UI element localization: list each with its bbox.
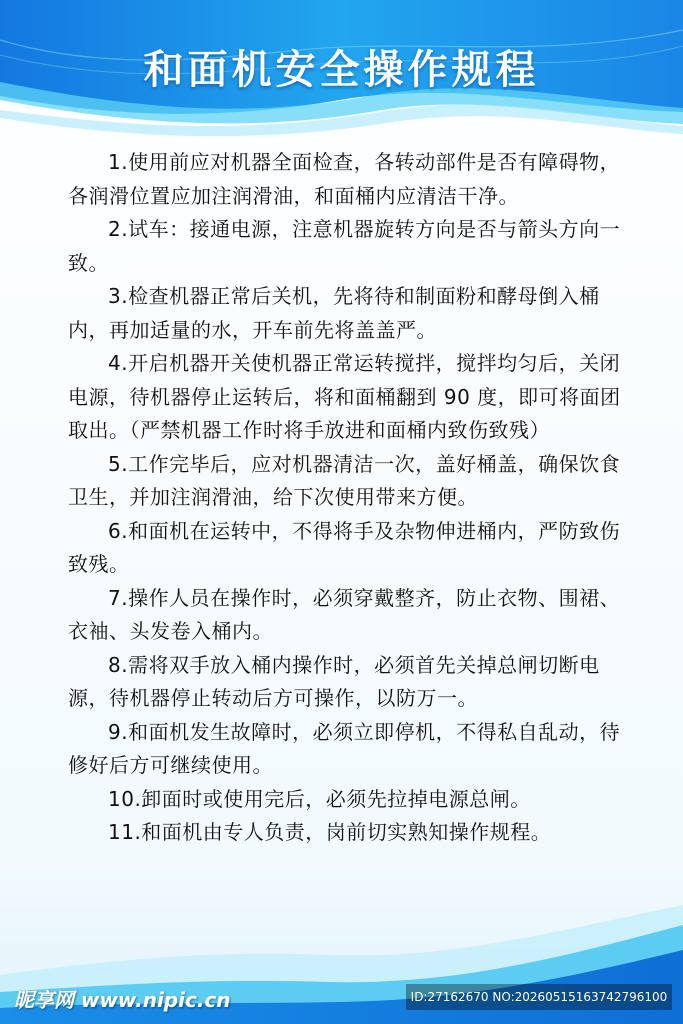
rule-item: 5.工作完毕后，应对机器清洁一次，盖好桶盖，确保饮食卫生，并加注润滑油，给下次使用带来方便。 — [68, 451, 621, 509]
image-id-watermark: ID:27162670 NO:20260515163742796100 — [406, 984, 672, 1010]
rule-item: 2.试车：接通电源，注意机器旋转方向是否与箭头方向一致。 — [68, 217, 621, 275]
rule-item: 1.使用前应对机器全面检查，各转动部件是否有障碍物，各润滑位置应加注润滑油，和面桶内应清洁干净。 — [68, 150, 621, 208]
rule-item: 7.操作人员在操作时，必须穿戴整齐，防止衣物、围裙、衣袖、头发卷入桶内。 — [68, 585, 621, 643]
rule-item: 3.检查机器正常后关机，先将待和制面粉和酵母倒入桶内，再加适量的水，开车前先将盖盖严。 — [68, 284, 600, 342]
rule-item: 8.需将双手放入桶内操作时，必须首先关掉总闸切断电源，待机器停止转动后方可操作，以防万一。 — [68, 652, 600, 710]
rule-item: 9.和面机发生故障时，必须立即停机，不得私自乱动，待修好后方可继续使用。 — [68, 719, 621, 777]
rules-list — [68, 146, 628, 850]
rule-item: 10.卸面时或使用完后，必须先拉掉电源总闸。 — [108, 786, 531, 811]
rule-item: 6.和面机在运转中，不得将手及杂物伸进桶内，严防致伤致残。 — [68, 518, 621, 576]
rule-item: 4.开启机器开关使机器正常运转搅拌，搅拌均匀后，关闭电源，待机器停止运转后，将和面桶翻到 90 度，即可将面团取出。（严禁机器工作时将手放进和面桶内致伤致残） — [68, 351, 621, 442]
page-title: 和面机安全操作规程 — [143, 47, 540, 93]
rule-item: 11.和面机由专人负责，岗前切实熟知操作规程。 — [108, 820, 552, 844]
site-watermark: 昵享网 www.nipic.cn — [14, 988, 231, 1012]
